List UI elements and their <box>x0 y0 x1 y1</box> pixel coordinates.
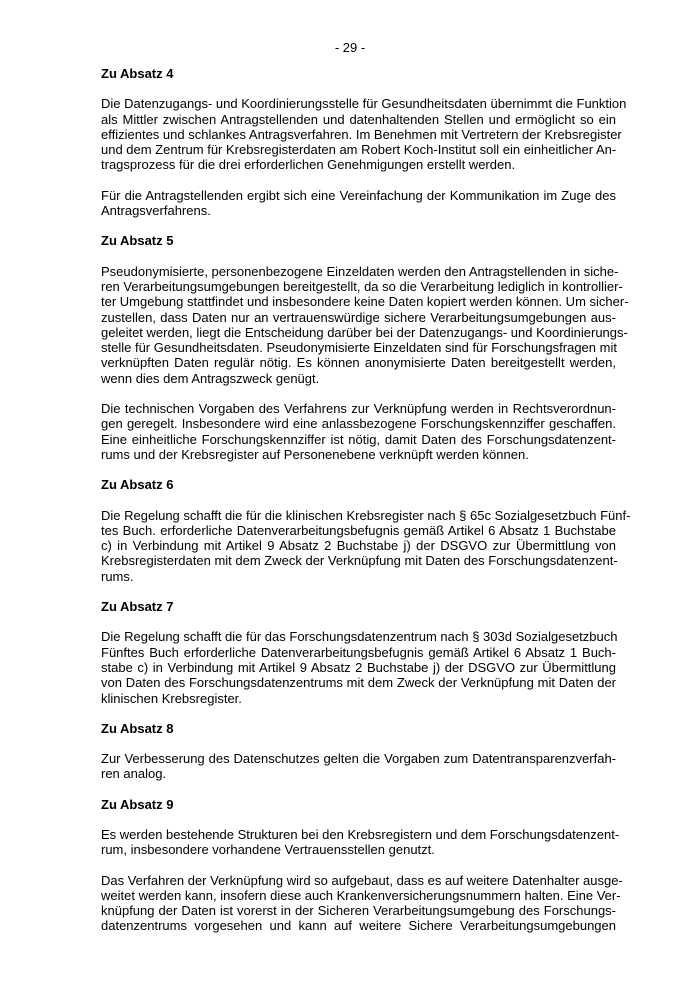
text-line: rums. <box>101 568 134 584</box>
paragraph <box>101 629 616 705</box>
text-line: Die Regelung schafft die für das Forschungsdatenzentrum nach § 303d Sozialgesetzbuch <box>101 629 618 645</box>
section-heading: Zu Absatz 9 <box>101 796 174 812</box>
text-line: Die technischen Vorgaben des Verfahrens zur Verknüpfung werden in Rechtsverordnun- <box>101 401 616 417</box>
paragraph <box>101 96 627 173</box>
text-line: zustellen, dass Daten nur an vertrauenswürdige sichere Verarbeitungsumgebungen aus- <box>101 309 616 325</box>
text-line: Antragsverfahrens. <box>101 203 211 219</box>
text-line: stelle für Gesundheitsdaten. Pseudonymisierte Einzeldaten sind für Forschungsfragen mit <box>101 340 617 356</box>
text-line: Fünftes Buch erforderliche Datenverarbeitungsbefugnis gemäß Artikel 6 Absatz 1 Buch- <box>101 644 616 660</box>
text-line: Pseudonymisierte, personenbezogene Einzeldaten werden den Antragstellenden in siche- <box>101 263 619 279</box>
section-heading: Zu Absatz 8 <box>101 720 174 736</box>
section-heading: Zu Absatz 6 <box>101 477 174 493</box>
text-line: Eine einheitliche Forschungskennziffer ist nötig, damit Daten des Forschungsdatenzent- <box>101 431 616 447</box>
text-line: Krebsregisterdaten mit dem Zweck der Verknüpfung mit Daten des Forschungsdatenzent- <box>101 553 618 569</box>
text-line: ren analog. <box>101 766 167 782</box>
section-heading: Zu Absatz 4 <box>101 66 174 81</box>
text-line: tes Buch. erforderliche Datenverarbeitungsbefugnis gemäß Artikel 6 Absatz 1 Buchstabe <box>101 522 616 538</box>
text-line: Es werden bestehende Strukturen bei den Krebsregistern und dem Forschungsdatenzent- <box>101 826 620 842</box>
text-line: wenn dies dem Antragszweck genügt. <box>101 370 320 386</box>
page-number: - 29 - <box>334 40 366 55</box>
text-line: gen geregelt. Insbesondere wird eine anlassbezogene Forschungskennziffer geschaffen. <box>101 416 616 432</box>
text-line: effizientes und schlankes Antragsverfahren. Im Benehmen mit Vertretern der Krebsregister <box>101 126 622 142</box>
text-line: stabe c) in Verbindung mit Artikel 9 Absatz 2 Buchstabe j) der DSGVO zur Übermittlung <box>101 659 616 675</box>
document-body <box>101 66 631 949</box>
text-line: ter Umgebung stattfindet und insbesondere keine Daten kopiert werden können. Um sicher- <box>101 294 629 310</box>
text-line: knüpfung der Daten ist vorerst in der Sicheren Verarbeitungsumgebung des Forschungs- <box>101 903 616 919</box>
text-line: geleitet werden, liegt die Entscheidung darüber bei der Datenzugangs- und Koordinierungs- <box>101 324 628 340</box>
text-line: Die Regelung schafft die für die klinischen Krebsregister nach § 65c Sozialgesetzbuch Fünf- <box>101 507 631 523</box>
text-line: Die Datenzugangs- und Koordinierungsstelle für Gesundheitsdaten übernimmt die Funktion <box>101 96 627 112</box>
text-line: von Daten des Forschungsdatenzentrums mit dem Zweck der Verknüpfung mit Daten der <box>101 675 616 691</box>
text-line: Das Verfahren der Verknüpfung wird so aufgebaut, dass es auf weitere Datenhalter ausge- <box>101 872 623 888</box>
text-line: c) in Verbindung mit Artikel 9 Absatz 2 Buchstabe j) der DSGVO zur Übermittlung von <box>101 538 616 554</box>
text-line: Für die Antragstellenden ergibt sich eine Vereinfachung der Kommunikation im Zuge des <box>101 187 616 203</box>
paragraph <box>101 263 629 386</box>
paragraph <box>101 751 616 782</box>
text-line: weitet werden kann, insofern diese auch Krankenversicherungsnummern halten. Eine Ver- <box>101 887 621 903</box>
text-line: Zur Verbesserung des Datenschutzes gelten die Vorgaben zum Datentransparenzverfah- <box>101 751 616 767</box>
paragraph <box>101 188 616 219</box>
paragraph <box>101 507 631 584</box>
text-line: rums und der Krebsregister auf Personenebene verknüpft werden können. <box>101 446 529 462</box>
text-line: und dem Zentrum für Krebsregisterdaten am Robert Koch-Institut soll ein einheitlicher An- <box>101 142 617 158</box>
text-line: verknüpften Daten regulär nötig. Es können anonymisierte Daten bereitgestellt werden, <box>101 355 616 371</box>
text-line: datenzentrums vorgesehen und kann auf weitere Sichere Verarbeitungsumgebungen <box>101 918 616 934</box>
paragraph <box>101 826 620 858</box>
section-heading: Zu Absatz 5 <box>101 233 174 249</box>
paragraph <box>101 401 616 462</box>
text-line: ren Verarbeitungsumgebungen bereitgestellt, da so die Verarbeitung lediglich in kontrollier- <box>101 278 623 294</box>
paragraph <box>101 872 623 934</box>
text-line: tragsprozess für die drei erforderlichen Genehmigungen erstellt werden. <box>101 157 516 173</box>
text-line: klinischen Krebsregister. <box>101 690 242 706</box>
text-line: als Mittler zwischen Antragstellenden und datenhaltenden Stellen und ermöglicht so ein <box>101 111 616 127</box>
text-line: rum, insbesondere vorhandene Vertrauensstellen genutzt. <box>101 842 435 858</box>
section-heading: Zu Absatz 7 <box>101 599 174 615</box>
